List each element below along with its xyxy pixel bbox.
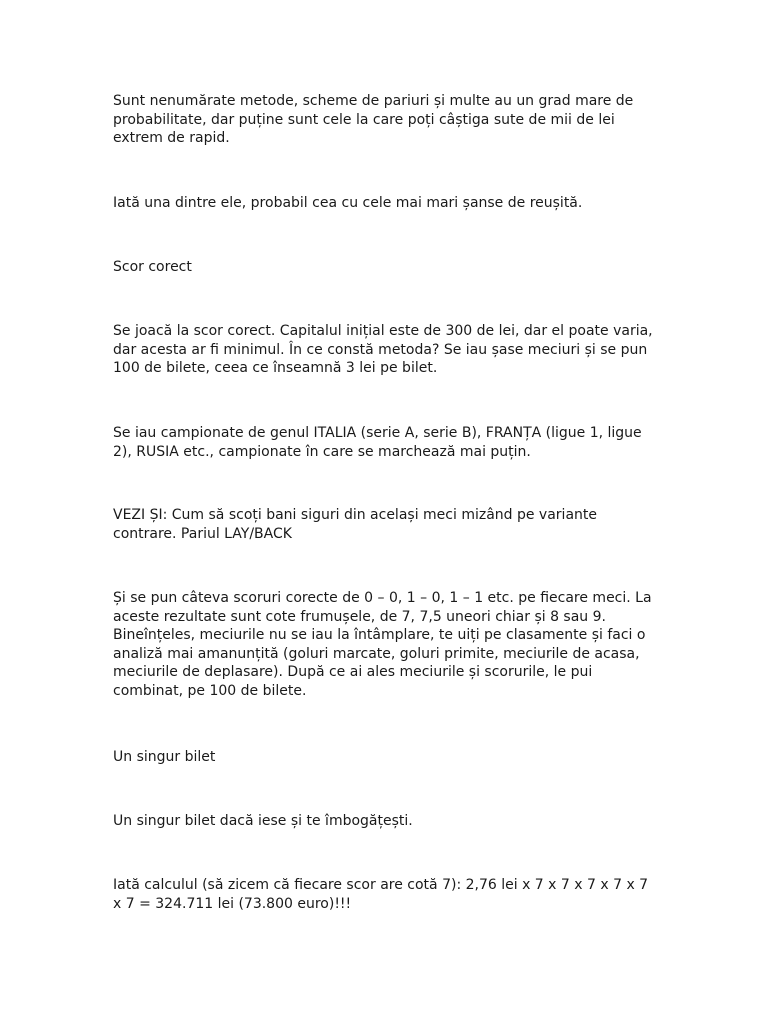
method-intro-paragraph: Iată una dintre ele, probabil cea cu cele mai mari șanse de reușită. — [113, 195, 583, 211]
section-heading-scor-corect: Scor corect — [113, 259, 192, 275]
see-also-paragraph: VEZI ȘI: Cum să scoți bani siguri din același meci mizând pe variante contrare. Pariul LAY/BACK — [113, 507, 597, 542]
scores-paragraph: Și se pun câteva scoruri corecte de 0 – 0, 1 – 0, 1 – 1 etc. pe fiecare meci. La aceste rezultate sunt cote frumușele, de 7, 7,5 uneori chiar și 8 sau 9. Bineînțeles, meciurile nu se iau la întâmplare, te uiți pe clasamente și faci o analiză mai amanunțită (goluri marcate, goluri primite, meciurile de acasa, meciurile de deplasare). După ce ai ales meciurile și scorurile, le pui combinat, pe 100 de bilete. — [113, 590, 652, 699]
calculation-paragraph: Iată calculul (să zicem că fiecare scor are cotă 7): 2,76 lei x 7 x 7 x 7 x 7 x 7 x 7 = 324.711 lei (73.800 euro)!!! — [113, 877, 649, 912]
championships-paragraph: Se iau campionate de genul ITALIA (serie A, serie B), FRANȚA (ligue 1, ligue 2), RUSIA etc., campionate în care se marchează mai puțin. — [113, 425, 642, 460]
capital-paragraph: Se joacă la scor corect. Capitalul inițial este de 300 de lei, dar el poate varia, dar acesta ar fi minimul. În ce constă metoda? Se iau șase meciuri și se pun 100 de bilete, ceea ce înseamnă 3 lei pe bilet. — [113, 323, 653, 377]
intro-paragraph: Sunt nenumărate metode, scheme de pariuri și multe au un grad mare de probabilitate, dar puține sunt cele la care poți câștiga sute de mii de lei extrem de rapid. — [113, 93, 634, 147]
section-heading-un-singur-bilet: Un singur bilet — [113, 749, 216, 765]
single-ticket-paragraph: Un singur bilet dacă iese și te îmbogățești. — [113, 813, 413, 829]
